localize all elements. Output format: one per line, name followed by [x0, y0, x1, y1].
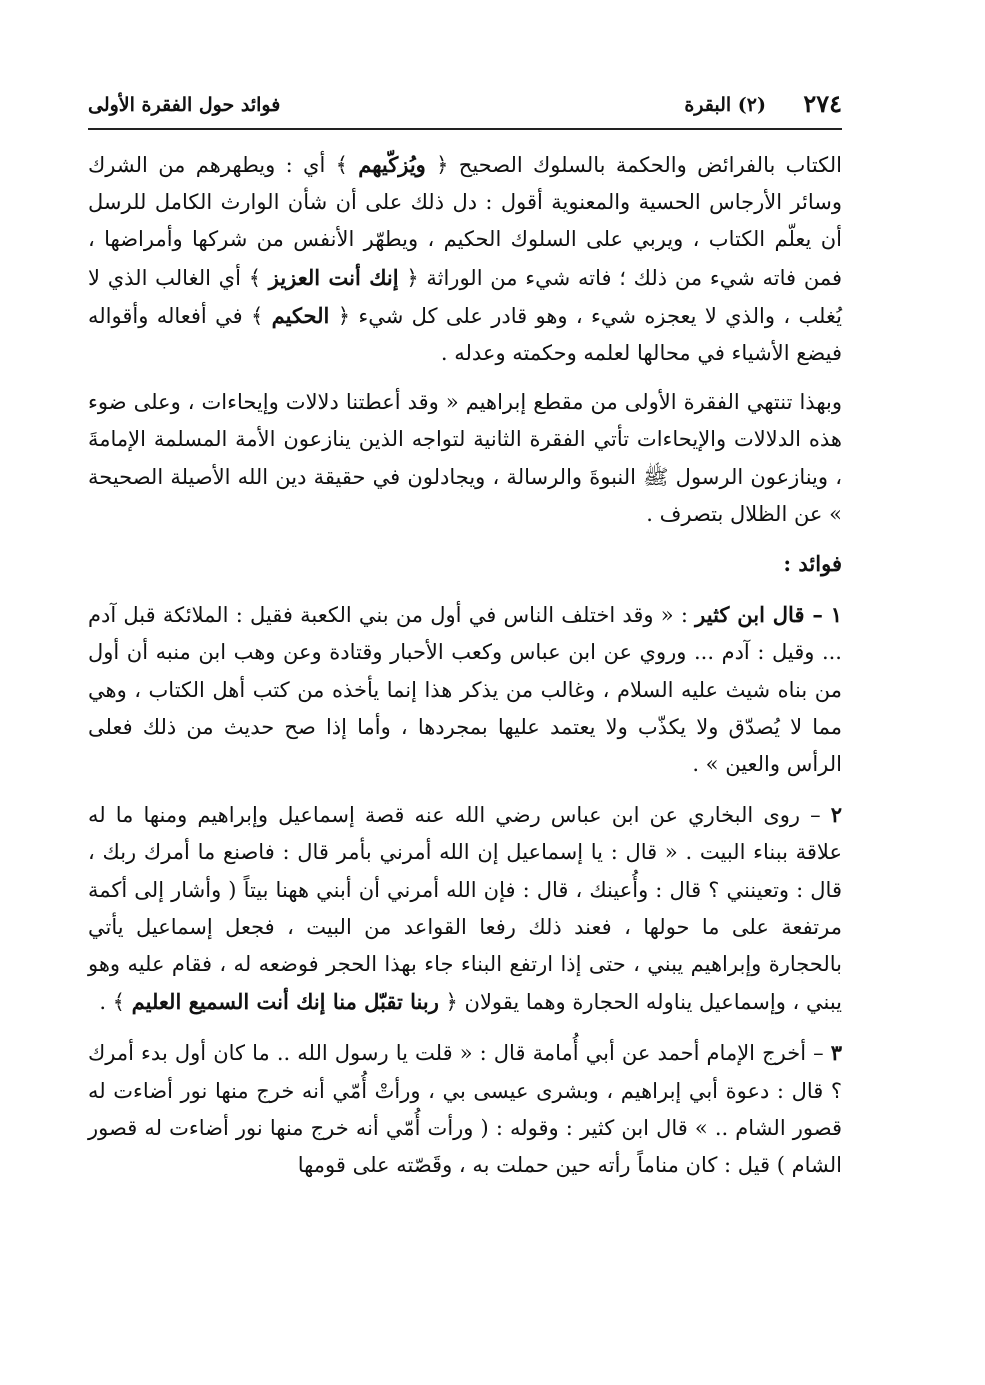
fawaid-item-2: [88, 796, 842, 1021]
item-text-end: ﴾ .: [99, 990, 132, 1015]
heading-text: فوائد :: [783, 551, 842, 577]
fawaid-item-3: [88, 1034, 842, 1184]
item-text: – أخرج الإمام أحمد عن أبي أُمامة قال : « قلت يا رسول الله .. ما كان أول بدء أمرك ؟ قال : دعوة أبي إبراهيم ، وبشرى عيسى بي ، ورأتْ أُمّي أنه خرج منها نور أضاءت له قصور الشام .. » قال ابن كثير : وقوله : ( ورأت أُمّي أنه خرج منها نور أضاءت له قصور الشام ) قيل : كان مناماً رأته حين حملت به ، وقَصّته على قومها: [88, 1041, 843, 1178]
quran-word: ويُزكّيهم: [358, 152, 426, 177]
text: ﴾ أي الغالب الذي لا يُغلب ، والذي لا يعجزه شيء ، وهو قادر على كل شيء ﴿: [88, 265, 842, 328]
item-text: – روى البخاري عن ابن عباس رضي الله عنه قصة إسماعيل وإبراهيم ومنها ما له علاقة ببناء البيت . « قال : يا إسماعيل إن الله أمرني بأمر قال : فاصنع ما أمرك ربك ، قال : وتعينني ؟ قال : وأُعينك ، قال : فإن الله أمرني أن أبني ههنا بيتاً ( وأشار إلى أكمة مرتفعة على ما حولها ، فعند ذلك رفعا القواعد من البيت ، فجعل إسماعيل يأتي بالحجارة وإبراهيم يبني ، حتى إذا ارتفع البناء جاء بهذا الحجر فوضعه له ، فقام عليه وهو يبني ، وإسماعيل يناوله الحجارة وهما يقولان ﴿: [88, 803, 842, 1015]
paragraph-conclusion: وبهذا تنتهي الفقرة الأولى من مقطع إبراهيم « وقد أعطتنا دلالات وإيحاءات ، وعلى ضوء هذه الدلالات والإيحاءات تأتي الفقرة الثانية لتواجه الذين ينازعون الأمة المسلمة الإمامةَ ، وينازعون الرسول ﷺ النبوةَ والرسالة ، ويجادلون في حقيقة دين الله الأصيلة الصحيحة » عن الظلال بتصرف .: [88, 390, 842, 526]
paragraph-tafsir: [88, 146, 842, 372]
item-text: : « وقد اختلف الناس في أول من بني الكعبة فقيل : الملائكة قبل آدم ... وقيل : آدم ... وروي عن ابن عباس وكعب الأحبار وقتادة وعن وهب ابن منبه أن أول من بناه شيث عليه السلام ، وغالب من يذكر هذا إنما يأخذه من كتب أهل الكتاب ، وهي مما لا يُصدّق ولا يكذّب ولا يعتمد عليها بمجردها ، وأما إذا صح حديث من ذلك فعلى الرأس والعين » .: [88, 603, 842, 777]
fawaid-heading: [88, 545, 842, 583]
sura-name: (٢) البقرة: [684, 94, 766, 116]
page-body: [88, 146, 842, 1184]
page-number: ٢٧٤: [803, 89, 842, 118]
text: ﴾ أي : ويطهرهم من الشرك وسائر الأرجاس الحسية والمعنوية أقول : دل ذلك على أن شأن الوارث الكامل للرسل أن يعلّم الكتاب ، ويربي على السلوك الحكيم ، ويطهّر الأنفس من شركها وأمراضها ، فمن فاته شيء من ذلك ؛ فاته شيء من الوراثة ﴿: [88, 153, 843, 290]
item-source: قال ابن كثير: [695, 602, 805, 628]
item-number: ٢: [830, 802, 842, 828]
quran-word: الحكيم: [271, 302, 330, 328]
item-number: ٣: [830, 1040, 842, 1066]
quran-word: إنك أنت العزيز: [268, 264, 399, 290]
quran-verse: ربنا تقبّل منا إنك أنت السميع العليم: [131, 989, 439, 1015]
fawaid-item-1: [88, 596, 842, 783]
page-header: [88, 88, 842, 124]
header-rule: [88, 128, 842, 130]
item-number: ١ –: [804, 602, 842, 628]
text: الكتاب بالفرائض والحكمة بالسلوك الصحيح ﴿: [425, 153, 842, 177]
section-title: فوائد حول الفقرة الأولى: [88, 94, 281, 116]
text: ﴾ في أفعاله وأقواله فيضع الأشياء في محالها لعلمه وحكمته وعدله .: [88, 303, 842, 366]
